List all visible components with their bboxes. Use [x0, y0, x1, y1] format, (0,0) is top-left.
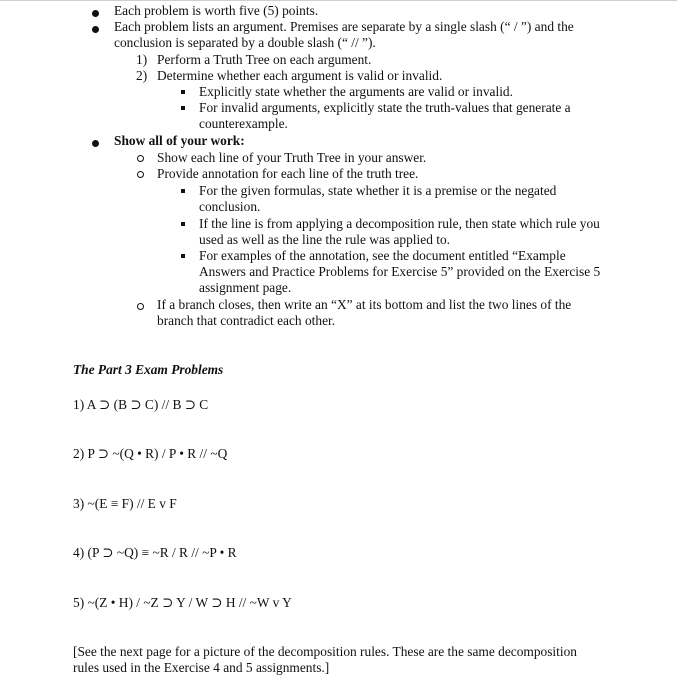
bullet-circle-icon — [137, 171, 144, 178]
work-branch-close-line1: If a branch closes, then write an “X” at its bottom and list the two lines of the — [157, 297, 572, 312]
annot-premise-line1: For the given formulas, state whether it is a premise or the negated — [199, 183, 557, 198]
annot-examples-line1: For examples of the annotation, see the document entitled “Example — [199, 248, 566, 263]
problem-4: 4) (P ⊃ ~Q) ≡ ~R / R // ~P • R — [73, 545, 237, 560]
instruction-argument-line1: Each problem lists an argument. Premises are separate by a single slash (“ / ”) and the — [114, 19, 574, 34]
sub-counterexample-line1: For invalid arguments, explicitly state the truth-values that generate a — [199, 100, 571, 115]
step-validity: Determine whether each argument is valid or invalid. — [157, 68, 443, 83]
footer-note-line2: rules used in the Exercise 4 and 5 assignments.] — [73, 660, 330, 675]
problem-1: 1) A ⊃ (B ⊃ C) // B ⊃ C — [73, 397, 209, 412]
instruction-points: Each problem is worth five (5) points. — [114, 3, 319, 18]
bullet-dot-icon — [92, 140, 99, 147]
work-annotation: Provide annotation for each line of the truth tree. — [157, 166, 419, 181]
problem-2: 2) P ⊃ ~(Q • R) / P • R // ~Q — [73, 446, 228, 461]
problem-5: 5) ~(Z • H) / ~Z ⊃ Y / W ⊃ H // ~W v Y — [73, 595, 292, 610]
top-divider — [0, 0, 677, 1]
bullet-dot-icon — [92, 10, 99, 17]
bullet-square-icon — [181, 222, 185, 226]
bullet-square-icon — [181, 254, 185, 258]
instruction-argument-line2: conclusion is separated by a double slash (“ // ”). — [114, 35, 376, 50]
bullet-dot-icon — [92, 26, 99, 33]
bullet-square-icon — [181, 106, 185, 110]
sub-counterexample-line2: counterexample. — [199, 116, 288, 131]
bullet-circle-icon — [137, 155, 144, 162]
show-work-heading: Show all of your work: — [114, 133, 245, 148]
annot-examples-line2: Answers and Practice Problems for Exercise 5” provided on the Exercise 5 — [199, 264, 601, 279]
sub-state-validity: Explicitly state whether the arguments are valid or invalid. — [199, 84, 513, 99]
section-title: The Part 3 Exam Problems — [73, 362, 224, 377]
annot-examples-line3: assignment page. — [199, 280, 292, 295]
step-number: 1) — [136, 52, 148, 67]
annot-rule-line1: If the line is from applying a decomposition rule, then state which rule you — [199, 216, 600, 231]
annot-rule-line2: used as well as the line the rule was applied to. — [199, 232, 451, 247]
work-show-lines: Show each line of your Truth Tree in your answer. — [157, 150, 427, 165]
footer-note-line1: [See the next page for a picture of the decomposition rules. These are the same decomposition — [73, 644, 577, 659]
work-branch-close-line2: branch that contradict each other. — [157, 313, 336, 328]
step-truth-tree: Perform a Truth Tree on each argument. — [157, 52, 372, 67]
bullet-circle-icon — [137, 303, 144, 310]
step-number: 2) — [136, 68, 148, 83]
annot-premise-line2: conclusion. — [199, 199, 261, 214]
bullet-square-icon — [181, 90, 185, 94]
problem-3: 3) ~(E ≡ F) // E v F — [73, 496, 177, 511]
bullet-square-icon — [181, 189, 185, 193]
